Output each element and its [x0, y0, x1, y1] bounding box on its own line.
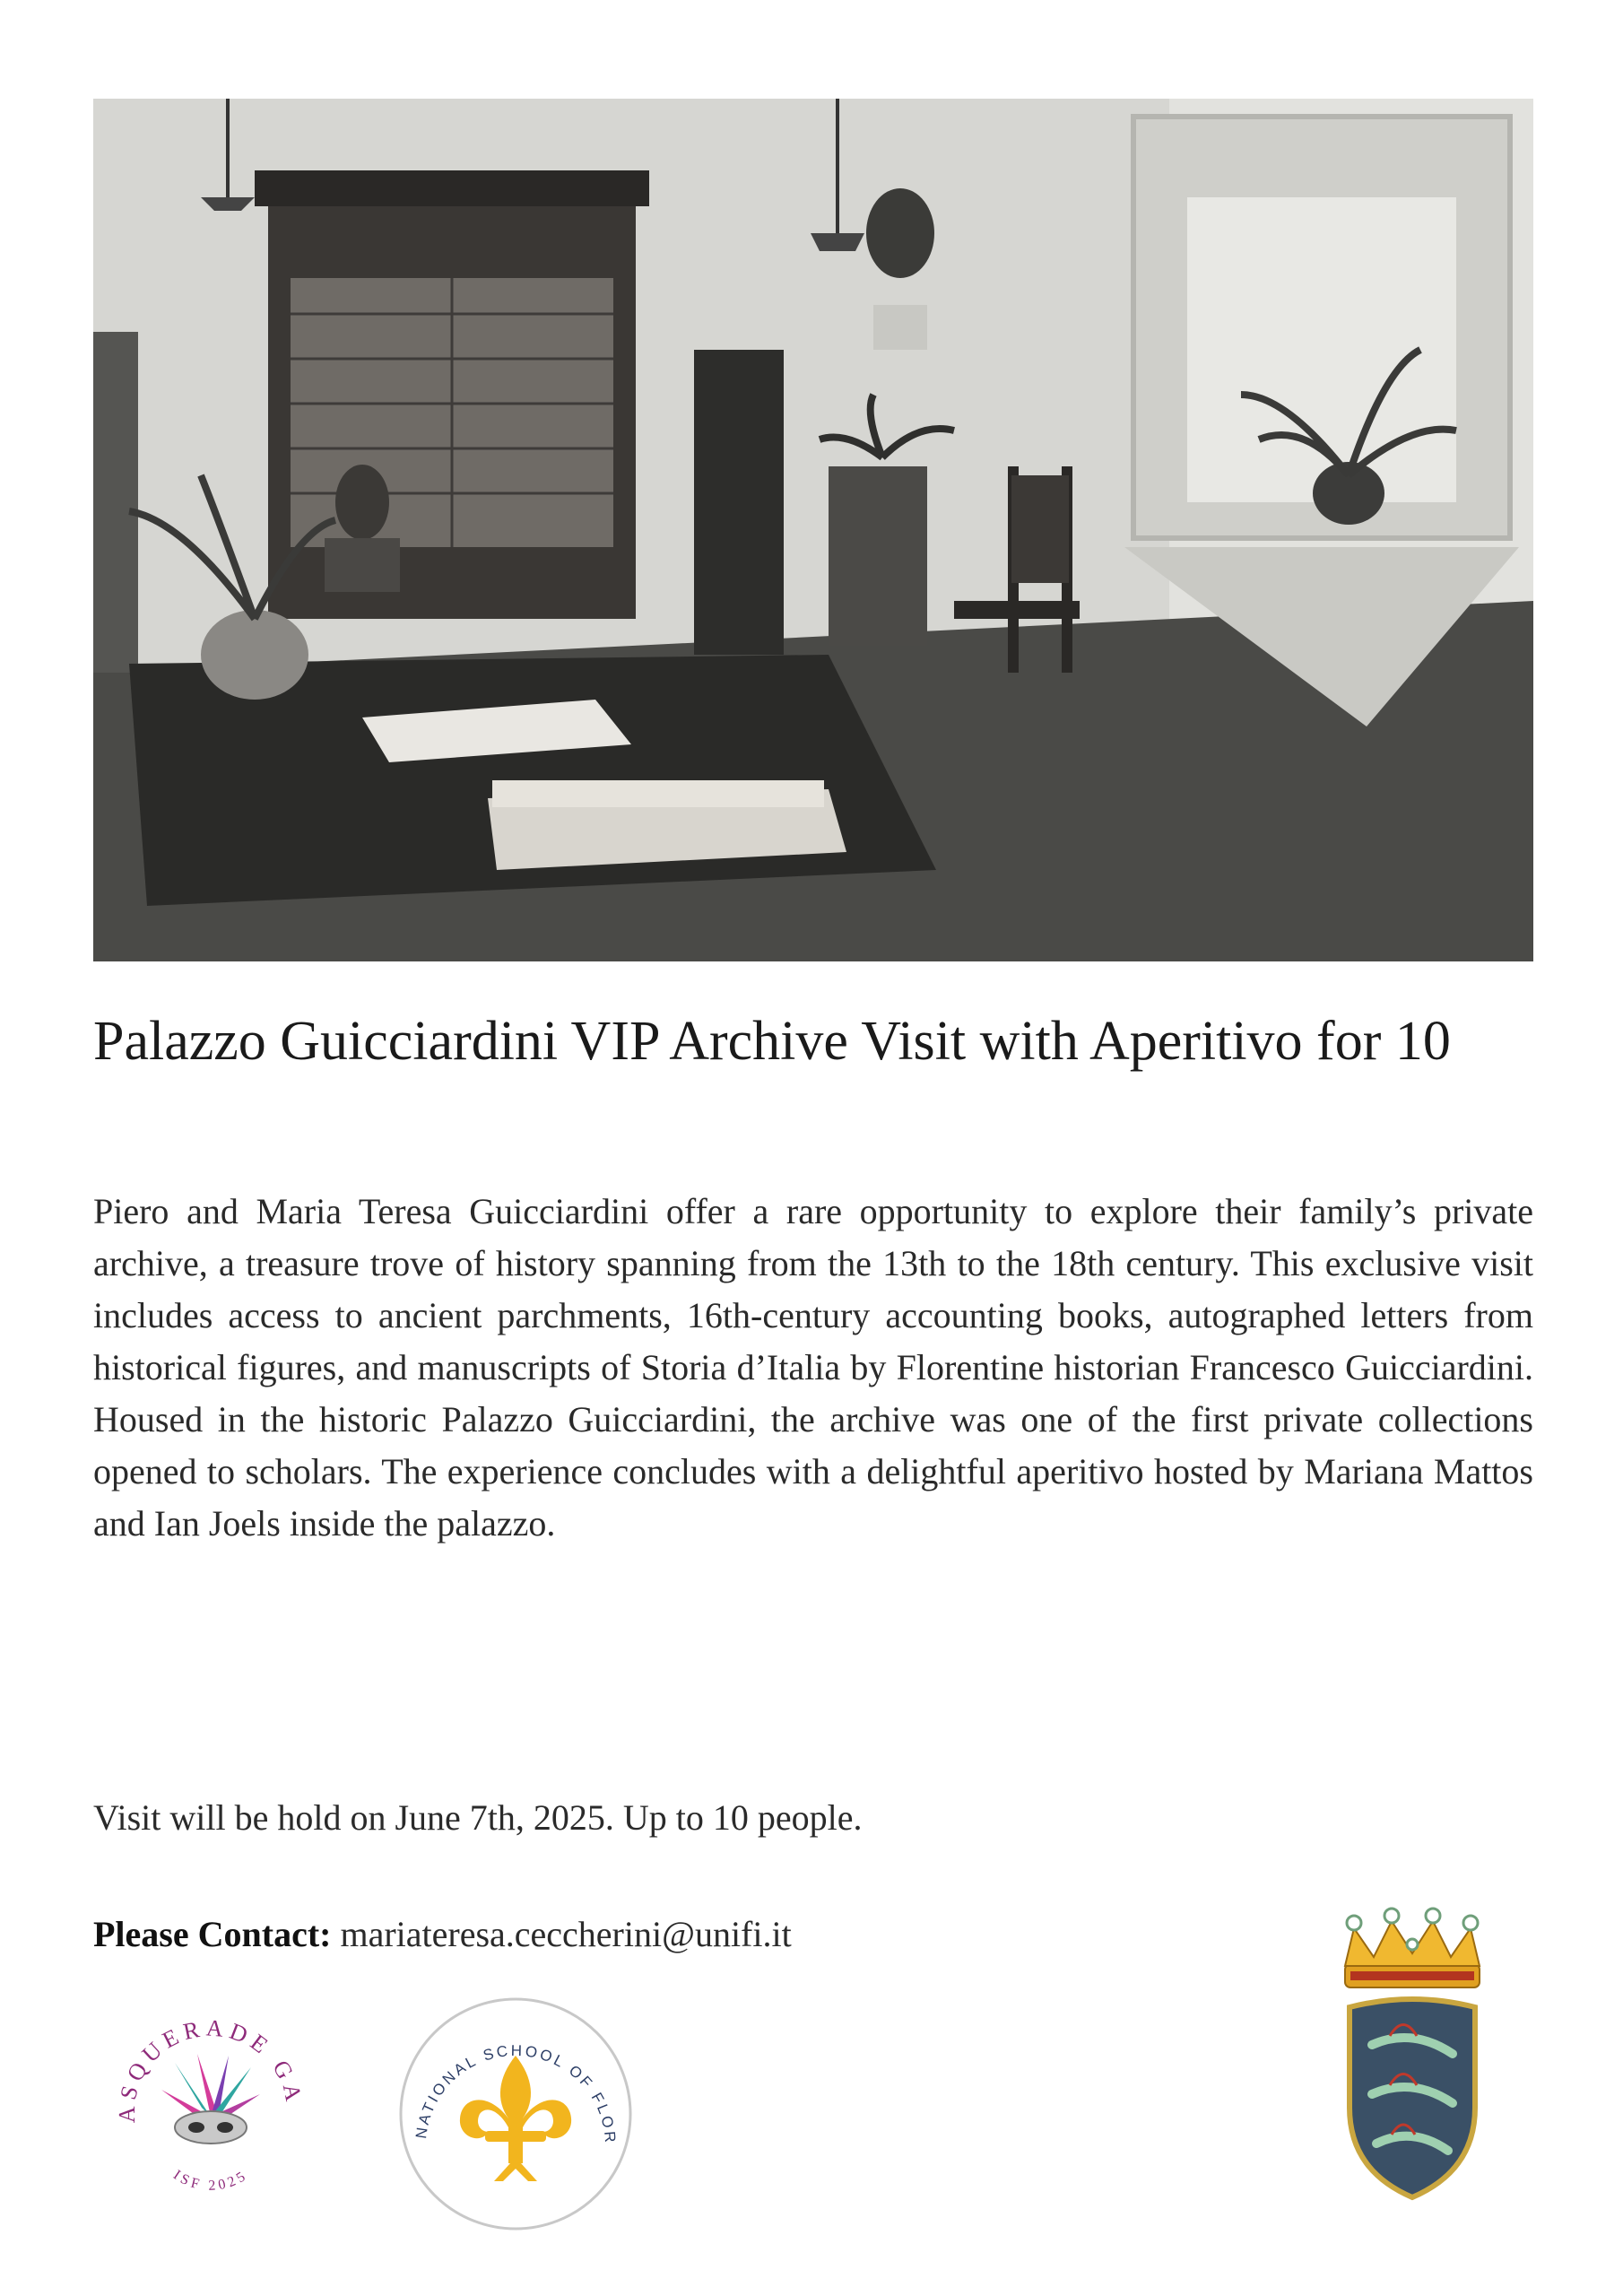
- page-title: Palazzo Guicciardini VIP Archive Visit with Aperitivo for 10: [93, 1011, 1451, 1072]
- visit-info: Visit will be hold on June 7th, 2025. Up to 10 people.: [93, 1797, 863, 1838]
- guicciardini-crest: [1318, 1901, 1506, 2206]
- gala-logo-subtext: ISF 2025: [170, 2167, 251, 2194]
- contact-line: [93, 1909, 1259, 1961]
- gala-logo-text: ASQUERADE GA: [113, 2014, 308, 2124]
- archive-room-photo: [93, 99, 1533, 961]
- description-paragraph: Piero and Maria Teresa Guicciardini offer a rare opportunity to explore their family’s private archive, a treasure trove of history spanning from the 13th to the 18th century. This exclusive visit includes access to ancient parchments, 16th-century accounting books, autographed letters from historical figures, and manuscripts of Storia d’Italia by Florentine historian Francesco Guicciardini. Housed in the historic Palazzo Guicciardini, the archive was one of the first private collections opened to scholars. The experience concludes with a delightful aperitivo hosted by Mariana Mattos and Ian Joels inside the palazzo.: [93, 1191, 1533, 1544]
- svg-text:ISF 2025: [170, 2168, 251, 2194]
- contact-label: Please Contact:: [93, 1914, 332, 1954]
- crown-icon: [1345, 1909, 1480, 1987]
- svg-text:MASQUERADE GALA: [108, 2009, 308, 2123]
- isf-logo: [395, 1993, 637, 2235]
- isf-logo-text: NATIONAL SCHOOL OF FLOR: [412, 2041, 620, 2146]
- contact-email[interactable]: mariateresa.ceccherini@unifi.it: [340, 1914, 792, 1954]
- masquerade-gala-logo: [108, 2009, 314, 2215]
